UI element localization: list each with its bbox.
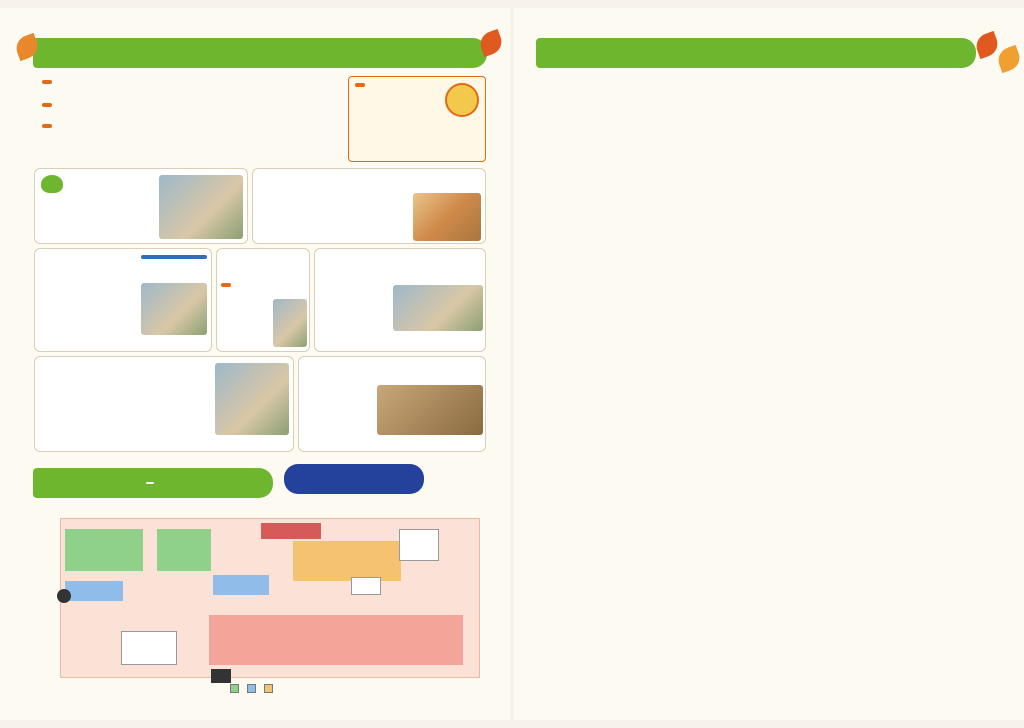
wood-house-fair-card [298, 356, 486, 452]
wood-fair-area [209, 615, 463, 665]
legend-energy [264, 684, 275, 693]
legend-environment [247, 684, 258, 693]
top-color-stripe [0, 0, 1024, 8]
eco-school-photo [215, 363, 289, 435]
event-row [42, 124, 56, 128]
event-time [42, 80, 52, 84]
events-banner [33, 38, 487, 68]
right-page [514, 8, 1024, 720]
food-drive-card [252, 168, 486, 244]
cooking-pot-icon [445, 83, 479, 117]
kaeru-photo [159, 175, 243, 239]
food-drive-area [121, 631, 177, 665]
experiment-time [221, 283, 231, 287]
environment-zone-block [213, 575, 269, 595]
frog-icon [41, 175, 63, 193]
floor-legend [230, 684, 275, 693]
recycle-zone-block [157, 529, 211, 571]
wood-photo [377, 385, 483, 435]
experiment-photo [273, 299, 307, 347]
event-time [355, 83, 365, 87]
event-row [42, 103, 60, 107]
kaeru-bazaar-card [34, 168, 248, 244]
recipe-award-box [348, 76, 486, 162]
rest-area [361, 579, 371, 589]
food-photo [413, 193, 481, 241]
hydrogen-photo [393, 285, 483, 331]
booth-banner [536, 38, 976, 68]
bottom-color-stripe [0, 720, 1024, 728]
layout-tag [146, 482, 154, 484]
science-card [34, 248, 212, 352]
reception-area [211, 669, 231, 683]
eco-school-card [34, 356, 294, 452]
leaf-icon [973, 31, 1001, 59]
science-tag [141, 255, 207, 259]
legend-recycle [230, 684, 241, 693]
stage-area [261, 523, 321, 539]
left-page [0, 8, 510, 720]
event-time [42, 124, 52, 128]
science-photo [141, 283, 207, 335]
energy-zone-block [293, 541, 401, 581]
entrance-south [57, 589, 71, 603]
recycle-zone-block [65, 529, 143, 571]
quiz-rally-callout [284, 464, 424, 494]
floor-plan [60, 518, 480, 678]
hydrogen-kids-card [314, 248, 486, 352]
experiment-show-card [216, 248, 310, 352]
leaf-icon [995, 45, 1023, 73]
layout-banner [33, 468, 273, 498]
environment-zone-block [65, 581, 123, 601]
eco-school-area [399, 529, 439, 561]
event-time [42, 103, 52, 107]
event-row [42, 80, 56, 84]
